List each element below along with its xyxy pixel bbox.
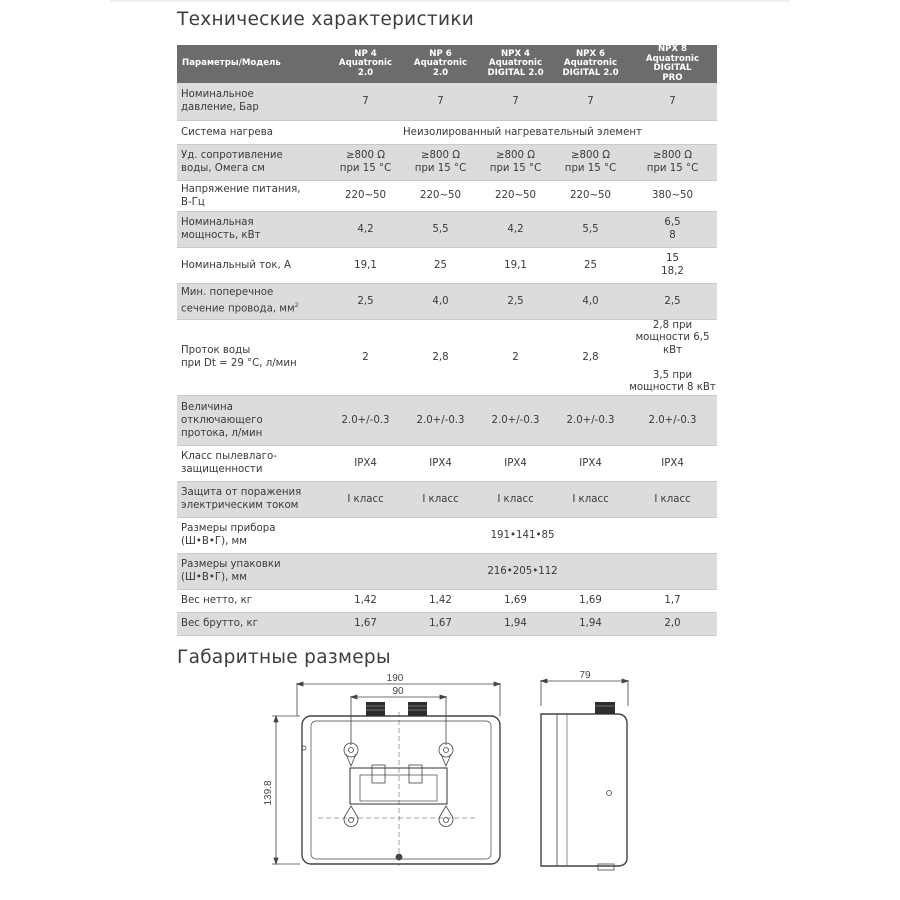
value-line: при 15 °C [646,163,699,174]
superscript: 2 [294,302,299,310]
value-cell: 19,1 [328,247,403,283]
param-line: протока, л/мин [181,427,263,439]
value-cell: 2,8 [403,319,478,395]
dims-title: Габаритные размеры [177,647,391,668]
value-cell: 4,0 [403,283,478,319]
value-cell: IPX4 [478,445,553,481]
value-cell: 220~50 [403,180,478,211]
value-cell: 2 [328,319,403,395]
param-line: Уд. сопротивление [181,150,283,161]
value-cell: 4,2 [478,211,553,247]
value-cell: 1,67 [328,612,403,635]
param-line: Размеры упаковки [181,559,281,570]
value-cell: 2,5 [478,283,553,319]
param-line: мощность, кВт [181,230,261,241]
param-line: Напряжение питания, [181,183,301,195]
model-line: Aquatronic [563,58,618,69]
value-line: ≥800 Ω [345,150,385,161]
value-span-cell: Неизолированный нагревательный элемент [328,120,717,144]
value-cell: 2,8 [553,319,628,395]
param-line: (Ш•В•Г), мм [181,536,247,547]
model-line: NPX 8 [657,44,688,54]
model-line: Aquatronic [338,58,393,69]
value-cell: 7 [403,83,478,120]
dim-inner-width-label: 90 [392,686,404,697]
value-cell: I класс [478,481,553,517]
value-cell: 220~50 [553,180,628,211]
value-cell: 2,5 [628,283,717,319]
value-line: 8 [669,230,676,241]
value-line: при 15 °C [414,163,467,174]
param-line: давление, Бар [181,102,259,114]
value-cell: 7 [478,83,553,120]
model-line: NPX 6 [575,48,606,59]
value-line: 6,5 [664,217,681,228]
value-cell: I класс [403,481,478,517]
value-cell: 2.0+/-0.3 [553,395,628,445]
param-cell: Вес нетто, кг [177,589,328,612]
value-cell: 1,94 [553,612,628,635]
model-line: Aquatronic DIGITAL [645,53,700,73]
value-line: 2,8 при [652,319,693,331]
terminal-block [350,765,447,804]
param-line: Размеры прибора [181,523,276,534]
value-cell: 1,67 [403,612,478,635]
model-line: DIGITAL 2.0 [487,67,544,78]
value-cell: IPX4 [403,445,478,481]
param-line: (Ш•В•Г), мм [181,572,247,583]
param-line: Мин. поперечное [181,287,274,299]
depth-dimension-line [541,679,628,706]
pipe-connector [366,702,385,716]
value-cell: I класс [553,481,628,517]
param-line: Величина [181,401,233,413]
value-line: при 15 °C [489,163,542,174]
header-param: Параметры/Модель [177,45,328,83]
value-cell: 7 [628,83,717,120]
mount-keyhole [439,743,453,766]
model-line: DIGITAL 2.0 [562,67,619,78]
param-line: Класс пылевлаго- [181,451,277,462]
value-cell: 380~50 [628,180,717,211]
value-cell: 1,69 [553,589,628,612]
value-cell: IPX4 [553,445,628,481]
dim-width-label: 190 [386,673,404,684]
value-cell: I класс [328,481,403,517]
param-line: сечение провода, мм [181,303,295,315]
specs-title: Технические характеристики [177,9,475,30]
pipe-connector [408,702,427,716]
value-cell: 2.0+/-0.3 [628,395,717,445]
model-line: NP 4 [354,48,377,59]
param-line: защищенности [181,464,263,475]
model-line: NPX 4 [500,48,531,59]
value-line: ≥800 Ω [420,150,460,161]
value-line: мощности 6,5 кВт [635,332,710,356]
value-cell: 220~50 [328,180,403,211]
value-cell: 1,7 [628,589,717,612]
value-cell: 2.0+/-0.3 [478,395,553,445]
value-cell: 2.0+/-0.3 [403,395,478,445]
param-cell: Система нагрева [177,120,328,144]
mount-keyhole [439,806,453,827]
param-cell: Вес брутто, кг [177,612,328,635]
value-cell: 7 [553,83,628,120]
value-cell: 7 [328,83,403,120]
inner-width-dimension-line [351,695,446,745]
model-line: PRO [662,72,683,83]
value-line: при 15 °C [564,163,617,174]
model-line: 2.0 [357,67,374,78]
value-cell: 4,2 [328,211,403,247]
dim-height-label: 139.8 [263,780,274,806]
value-line: ≥800 Ω [652,150,692,161]
param-line: Номинальное [181,89,254,101]
value-line: 15 [666,253,679,264]
value-cell: 2,5 [328,283,403,319]
value-line: ≥800 Ω [495,150,535,161]
model-line: NP 6 [429,48,452,59]
value-cell: 1,94 [478,612,553,635]
param-line: электрическим током [181,500,299,511]
value-cell: 5,5 [403,211,478,247]
value-cell: 1,42 [403,589,478,612]
value-line: 3,5 при [652,369,693,381]
value-cell: 5,5 [553,211,628,247]
value-cell: 220~50 [478,180,553,211]
model-line: Aquatronic [488,58,543,69]
value-span-cell: 216•205•112 [328,553,717,589]
value-cell: 2.0+/-0.3 [328,395,403,445]
heater-side-body [541,702,627,870]
value-cell: 2 [478,319,553,395]
value-cell: 19,1 [478,247,553,283]
value-cell: 4,0 [553,283,628,319]
value-cell: 25 [553,247,628,283]
value-cell: 1,42 [328,589,403,612]
model-line: Aquatronic [413,58,468,69]
param-line: при Dt = 29 °C, л/мин [181,358,297,369]
height-dimension-line [272,716,300,864]
value-cell: 1,69 [478,589,553,612]
value-cell: 2,0 [628,612,717,635]
param-line: Защита от поражения [181,487,302,498]
value-line: при 15 °C [339,163,392,174]
param-line: отключающего [181,414,263,426]
param-line: В-Гц [181,196,205,208]
dim-depth-label: 79 [579,670,591,681]
value-span-cell: 191•141•85 [328,517,717,553]
value-line: ≥800 Ω [570,150,610,161]
param-line: воды, Омега см [181,163,265,174]
param-cell: Номинальный ток, А [177,247,328,283]
heater-front-body [302,716,500,864]
value-line: мощности 8 кВт [629,382,716,393]
param-line: Номинальная [181,217,254,228]
value-cell: IPX4 [328,445,403,481]
value-cell: 25 [403,247,478,283]
value-cell: IPX4 [628,445,717,481]
param-line: Проток воды [181,345,251,356]
value-cell: I класс [628,481,717,517]
value-line: 18,2 [661,266,684,277]
mount-keyhole [344,743,358,766]
model-line: 2.0 [432,67,449,78]
mount-keyhole [344,806,358,827]
